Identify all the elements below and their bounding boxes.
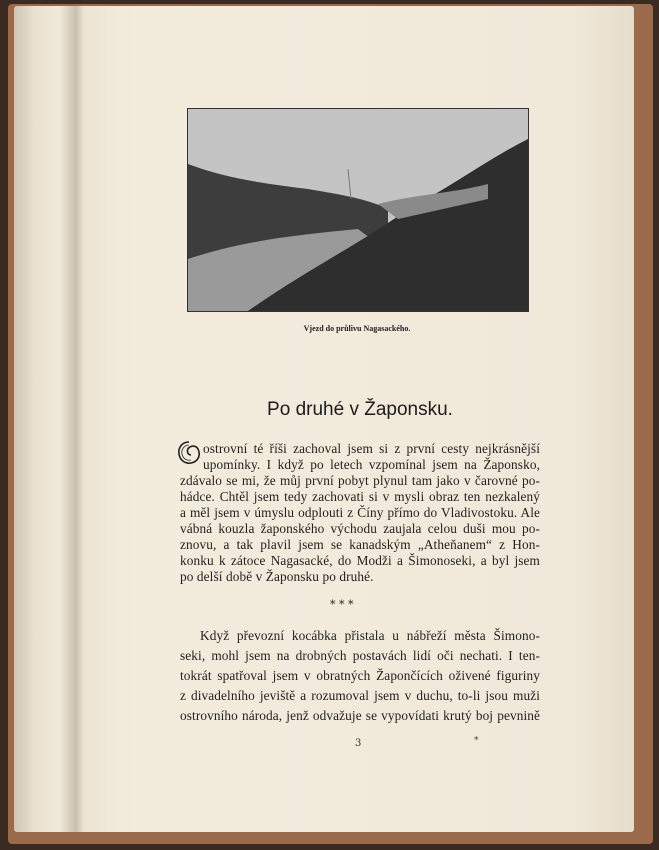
signature-mark: * [474,736,479,746]
text-line: konku k zátoce Nagasacké, do Modži a Šimonoseki, a byl jsem [180,553,540,568]
text-line: hádce. Chtěl jsem tedy zachovati si v mysli obraz ten nezkalený [180,489,540,504]
text-line: tokrát spatřoval jsem v obratných Žapončících oživené figuriny [180,668,540,683]
figure-caption: Vjezd do průlivu Nagasackého. [303,324,411,333]
text-line: seki, mohl jsem na drobných postavách lidí oči nechati. I ten- [180,648,540,663]
text-line: ostrovního národa, jenž odvažuje se vypovídati krutý boj pevnině [180,708,540,723]
section-separator: * * * [330,598,354,611]
chapter-title: Po druhé v Žaponsku. [267,399,453,420]
text-line: vábná kouzla žaponského východu zaujala celou duši mou po- [180,521,540,536]
text-line: upomínky. I když po letech vzpomínal jsem na Žaponsko, [203,457,540,472]
photo-nagasaki-strait [187,108,529,312]
page-number: 3 [355,738,362,749]
dropcap-ornament-icon [177,440,201,466]
text-line: zdávalo se mi, že můj první pobyt plynul tam jako v čarovné po- [180,473,540,488]
text-line: po delší době v Žaponsku po druhé. [180,569,374,584]
text-line: z divadelního jeviště a rozumoval jsem v duchu, to-li jsou muži [180,688,540,703]
text-line: znovu, a tak plavil jsem se kanadským „Atheňanem“ z Hon- [180,537,540,552]
text-line: ostrovní té říši zachoval jsem si z první cesty nejkrásnější [203,441,540,456]
text-line: a měl jsem v úmyslu odplouti z Číny přímo do Vladivostoku. Ale [180,505,540,520]
text-line: Když převozní kocábka přistala u nábřeží města Šimono- [200,628,540,643]
